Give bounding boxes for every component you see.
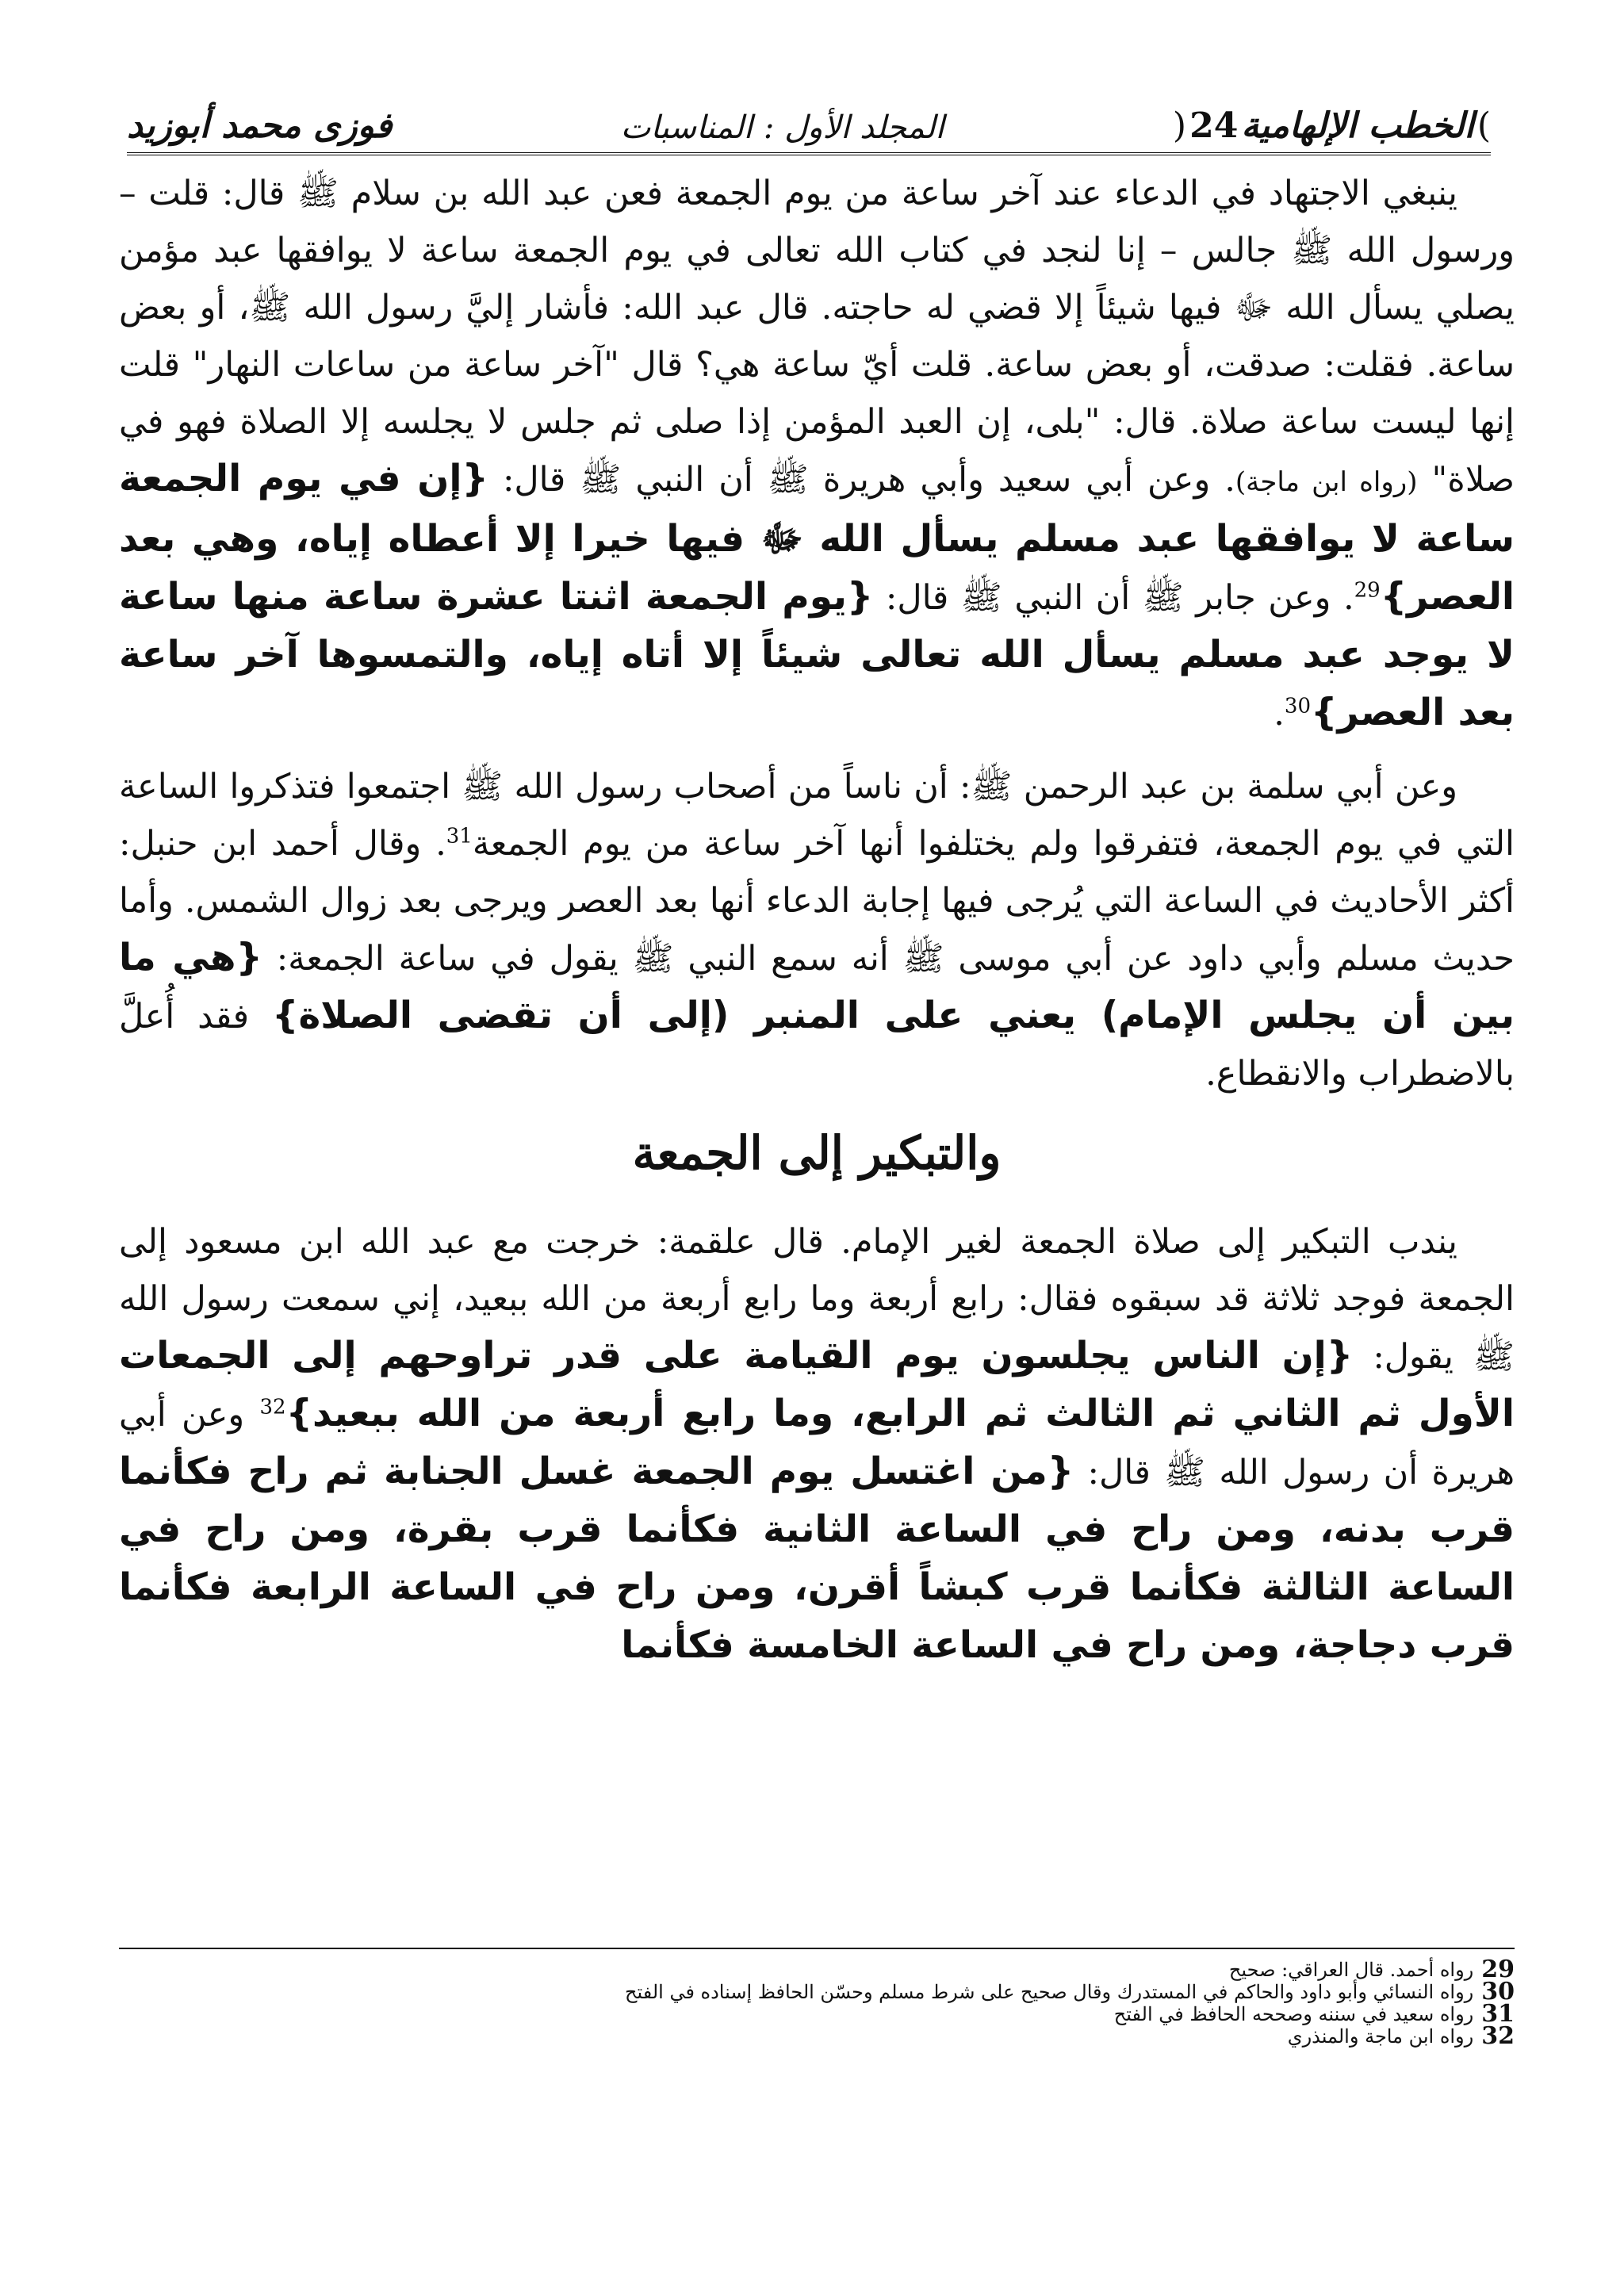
footnote-separator xyxy=(119,1948,1515,1949)
header-close-paren: ( xyxy=(1172,105,1187,146)
footnote xyxy=(119,2022,1515,2050)
footnote xyxy=(119,1978,1515,2006)
citation: (رواه ابن ماجة) xyxy=(1235,466,1418,498)
footnote-text: رواه سعيد في سننه وصححه الحافظ في الفتح xyxy=(1113,2003,1474,2025)
footnote-ref: 30 xyxy=(1284,694,1311,718)
hadith-quote: {هي ما بين أن يجلس الإمام) يعني على المنبر (إلى أن تقضى الصلاة} xyxy=(119,936,1515,1037)
hadith-quote: {من اغتسل يوم الجمعة غسل الجنابة ثم راح فكأنما قرب بدنه، ومن راح في الساعة الثانية فكأنما قرب بقرة، ومن راح في الساعة الثالثة فكأنما قرب كبشاً أقرن، ومن راح في الساعة الرابعة فكأنما قرب دجاجة، ومن راح في الساعة الخامسة فكأنما xyxy=(119,1450,1515,1667)
hadith-quote: {إن في يوم الجمعة ساعة لا يوافقها عبد مسلم يسأل الله ﷻ فيها خيرا إلا أعطاه إياه، وهي بعد العصر} xyxy=(119,457,1515,619)
footnotes xyxy=(119,1956,1515,2050)
text-run: ينبغي الاجتهاد في الدعاء عند آخر ساعة من يوم الجمعة فعن عبد الله بن سلام ﷺ قال: قلت – ورسول الله ﷺ جالس – إنا لنجد في كتاب الله تعالى في يوم الجمعة ساعة لا يوافقها عبد مؤمن يصلي يسأل الله ﷻ فيها شيئاً إلا قضي له حاجته. قال عبد الله: فأشار إليَّ رسول الله ﷺ، أو بعض ساعة. فقلت: صدقت، أو بعض ساعة. قلت أيّ ساعة هي؟ قال "آخر ساعة من ساعات النهار" قلت إنها ليست ساعة صلاة. قال: "بلى، إن العبد المؤمن إذا صلى ثم جلس لا يجلسه إلا الصلاة فهو في صلاة" xyxy=(119,174,1515,500)
text-run: . وعن أبي سعيد وأبي هريرة ﷺ أن النبي ﷺ قال: xyxy=(488,460,1235,500)
header-volume-subject: المناسبات xyxy=(620,109,753,146)
text-run: وعن أبي هريرة أن رسول الله ﷺ قال: xyxy=(119,1395,1515,1492)
paragraph xyxy=(119,758,1515,1102)
header-author: فوزى محمد أبوزيد xyxy=(127,105,393,146)
text-run: . xyxy=(1274,694,1285,734)
footnote-text: رواه النسائي وأبو داود والحاكم في المستدرك وقال صحيح على شرط مسلم وحسّن الحافظ إسناده في الفتح xyxy=(624,1981,1474,2003)
paragraph xyxy=(119,1213,1515,1675)
header-volume xyxy=(621,109,944,146)
text-run: وعن أبي سلمة بن عبد الرحمن ﷺ: أن ناساً من أصحاب رسول الله ﷺ اجتمعوا فتذكروا الساعة التي في يوم الجمعة، فتفرقوا ولم يختلفوا أنها آخر ساعة من يوم الجمعة xyxy=(119,767,1515,864)
footnote-number: 30 xyxy=(1481,1978,1515,2006)
paragraph xyxy=(119,165,1515,742)
hadith-quote: {إن الناس يجلسون يوم القيامة على قدر تراوحهم إلى الجمعات الأول ثم الثاني ثم الثالث ثم الرابع، وما رابع أربعة من الله ببعيد} xyxy=(119,1334,1515,1435)
footnote-number: 32 xyxy=(1481,2022,1515,2050)
header-page-number: 24 xyxy=(1189,105,1239,146)
footnote-ref: 29 xyxy=(1354,578,1381,603)
text-run: . وقال أحمد ابن حنبل: أكثر الأحاديث في الساعة التي يُرجى فيها إجابة الدعاء أنها بعد العصر ويرجى بعد زوال الشمس. وأما حديث مسلم وأبي داود عن أبي موسى ﷺ أنه سمع النبي ﷺ يقول في ساعة الجمعة: xyxy=(119,824,1515,979)
main-text xyxy=(119,165,1515,1691)
section-heading: والتبكير إلى الجمعة xyxy=(632,1126,1002,1180)
footnote-number: 31 xyxy=(1481,2000,1515,2028)
footnote-number: 29 xyxy=(1481,1956,1515,1983)
footnote xyxy=(119,2000,1515,2028)
text-run: . وعن جابر ﷺ أن النبي ﷺ قال: xyxy=(873,578,1354,618)
footnote-ref: 31 xyxy=(446,824,473,849)
running-header xyxy=(127,89,1491,155)
header-volume-label: المجلد الأول : xyxy=(763,109,944,146)
footnote-ref: 32 xyxy=(259,1395,286,1419)
footnote-text: رواه ابن ماجة والمنذري xyxy=(1287,2025,1474,2048)
text-run: يندب التبكير إلى صلاة الجمعة لغير الإمام. قال علقمة: خرجت مع عبد الله ابن مسعود إلى الجمعة فوجد ثلاثة قد سبقوه فقال: رابع أربعة وما رابع أربعة من الله ببعيد، إني سمعت رسول الله ﷺ يقول: xyxy=(119,1222,1515,1377)
header-open-paren: ) xyxy=(1477,105,1491,146)
header-book xyxy=(1173,105,1491,146)
header-book-title: الخطب الإلهامية xyxy=(1241,105,1474,146)
text-run: فقد أُعلَّ بالاضطراب والانقطاع. xyxy=(119,997,1515,1094)
footnote-text: رواه أحمد. قال العراقي: صحيح xyxy=(1228,1959,1474,1981)
footnote xyxy=(119,1956,1515,1983)
hadith-quote: {يوم الجمعة اثنتا عشرة ساعة منها ساعة لا يوجد عبد مسلم يسأل الله تعالى شيئاً إلا أتاه إياه، والتمسوها آخر ساعة بعد العصر} xyxy=(119,575,1515,734)
